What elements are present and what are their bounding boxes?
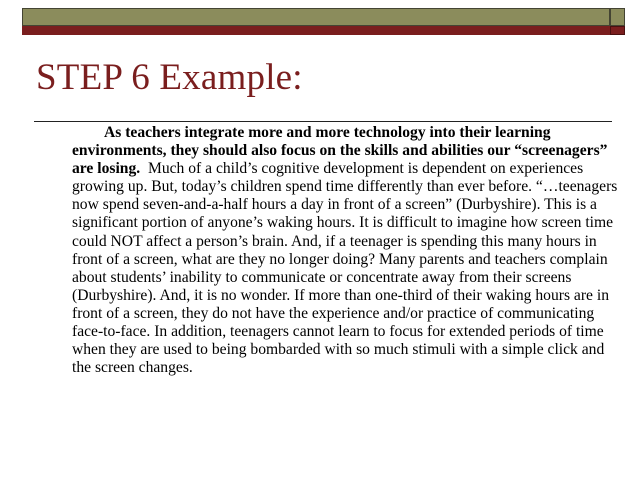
header-band-red bbox=[22, 26, 610, 35]
slide-title: STEP 6 Example: bbox=[36, 57, 303, 98]
header-corner-square-top bbox=[610, 8, 625, 26]
title-divider bbox=[34, 121, 612, 122]
header-band-olive bbox=[22, 8, 610, 26]
body-paragraph bbox=[72, 124, 620, 377]
body-text: Much of a child’s cognitive development is dependent on experiences growing up. But, today’s children spend time differently than ever before. “…teenagers now spend seven-and-a-half hours a day in front of a screen” (Durbyshire). This is a significant portion of anyone’s waking hours. It is difficult to imagine how screen time could NOT affect a person’s brain. And, if a teenager is spending this many hours in front of a screen, what are they no longer doing? Many parents and teachers complain about students’ inability to communicate or concentrate away from their screens (Durbyshire). And, it is no wonder. If more than one-third of their waking hours are in front of a screen, they do not have the experience and/or practice of communicating face-to-face. In addition, teenagers cannot learn to focus for extended periods of time when they are used to being bombarded with so much stimuli with a simple click and the screen changes. bbox=[72, 160, 618, 377]
header-corner-square-bottom bbox=[610, 26, 625, 35]
bold-lead-text: As teachers integrate more and more technology into their learning environments, they should also focus on the skills and abilities our “screenagers” are losing. bbox=[72, 124, 608, 178]
